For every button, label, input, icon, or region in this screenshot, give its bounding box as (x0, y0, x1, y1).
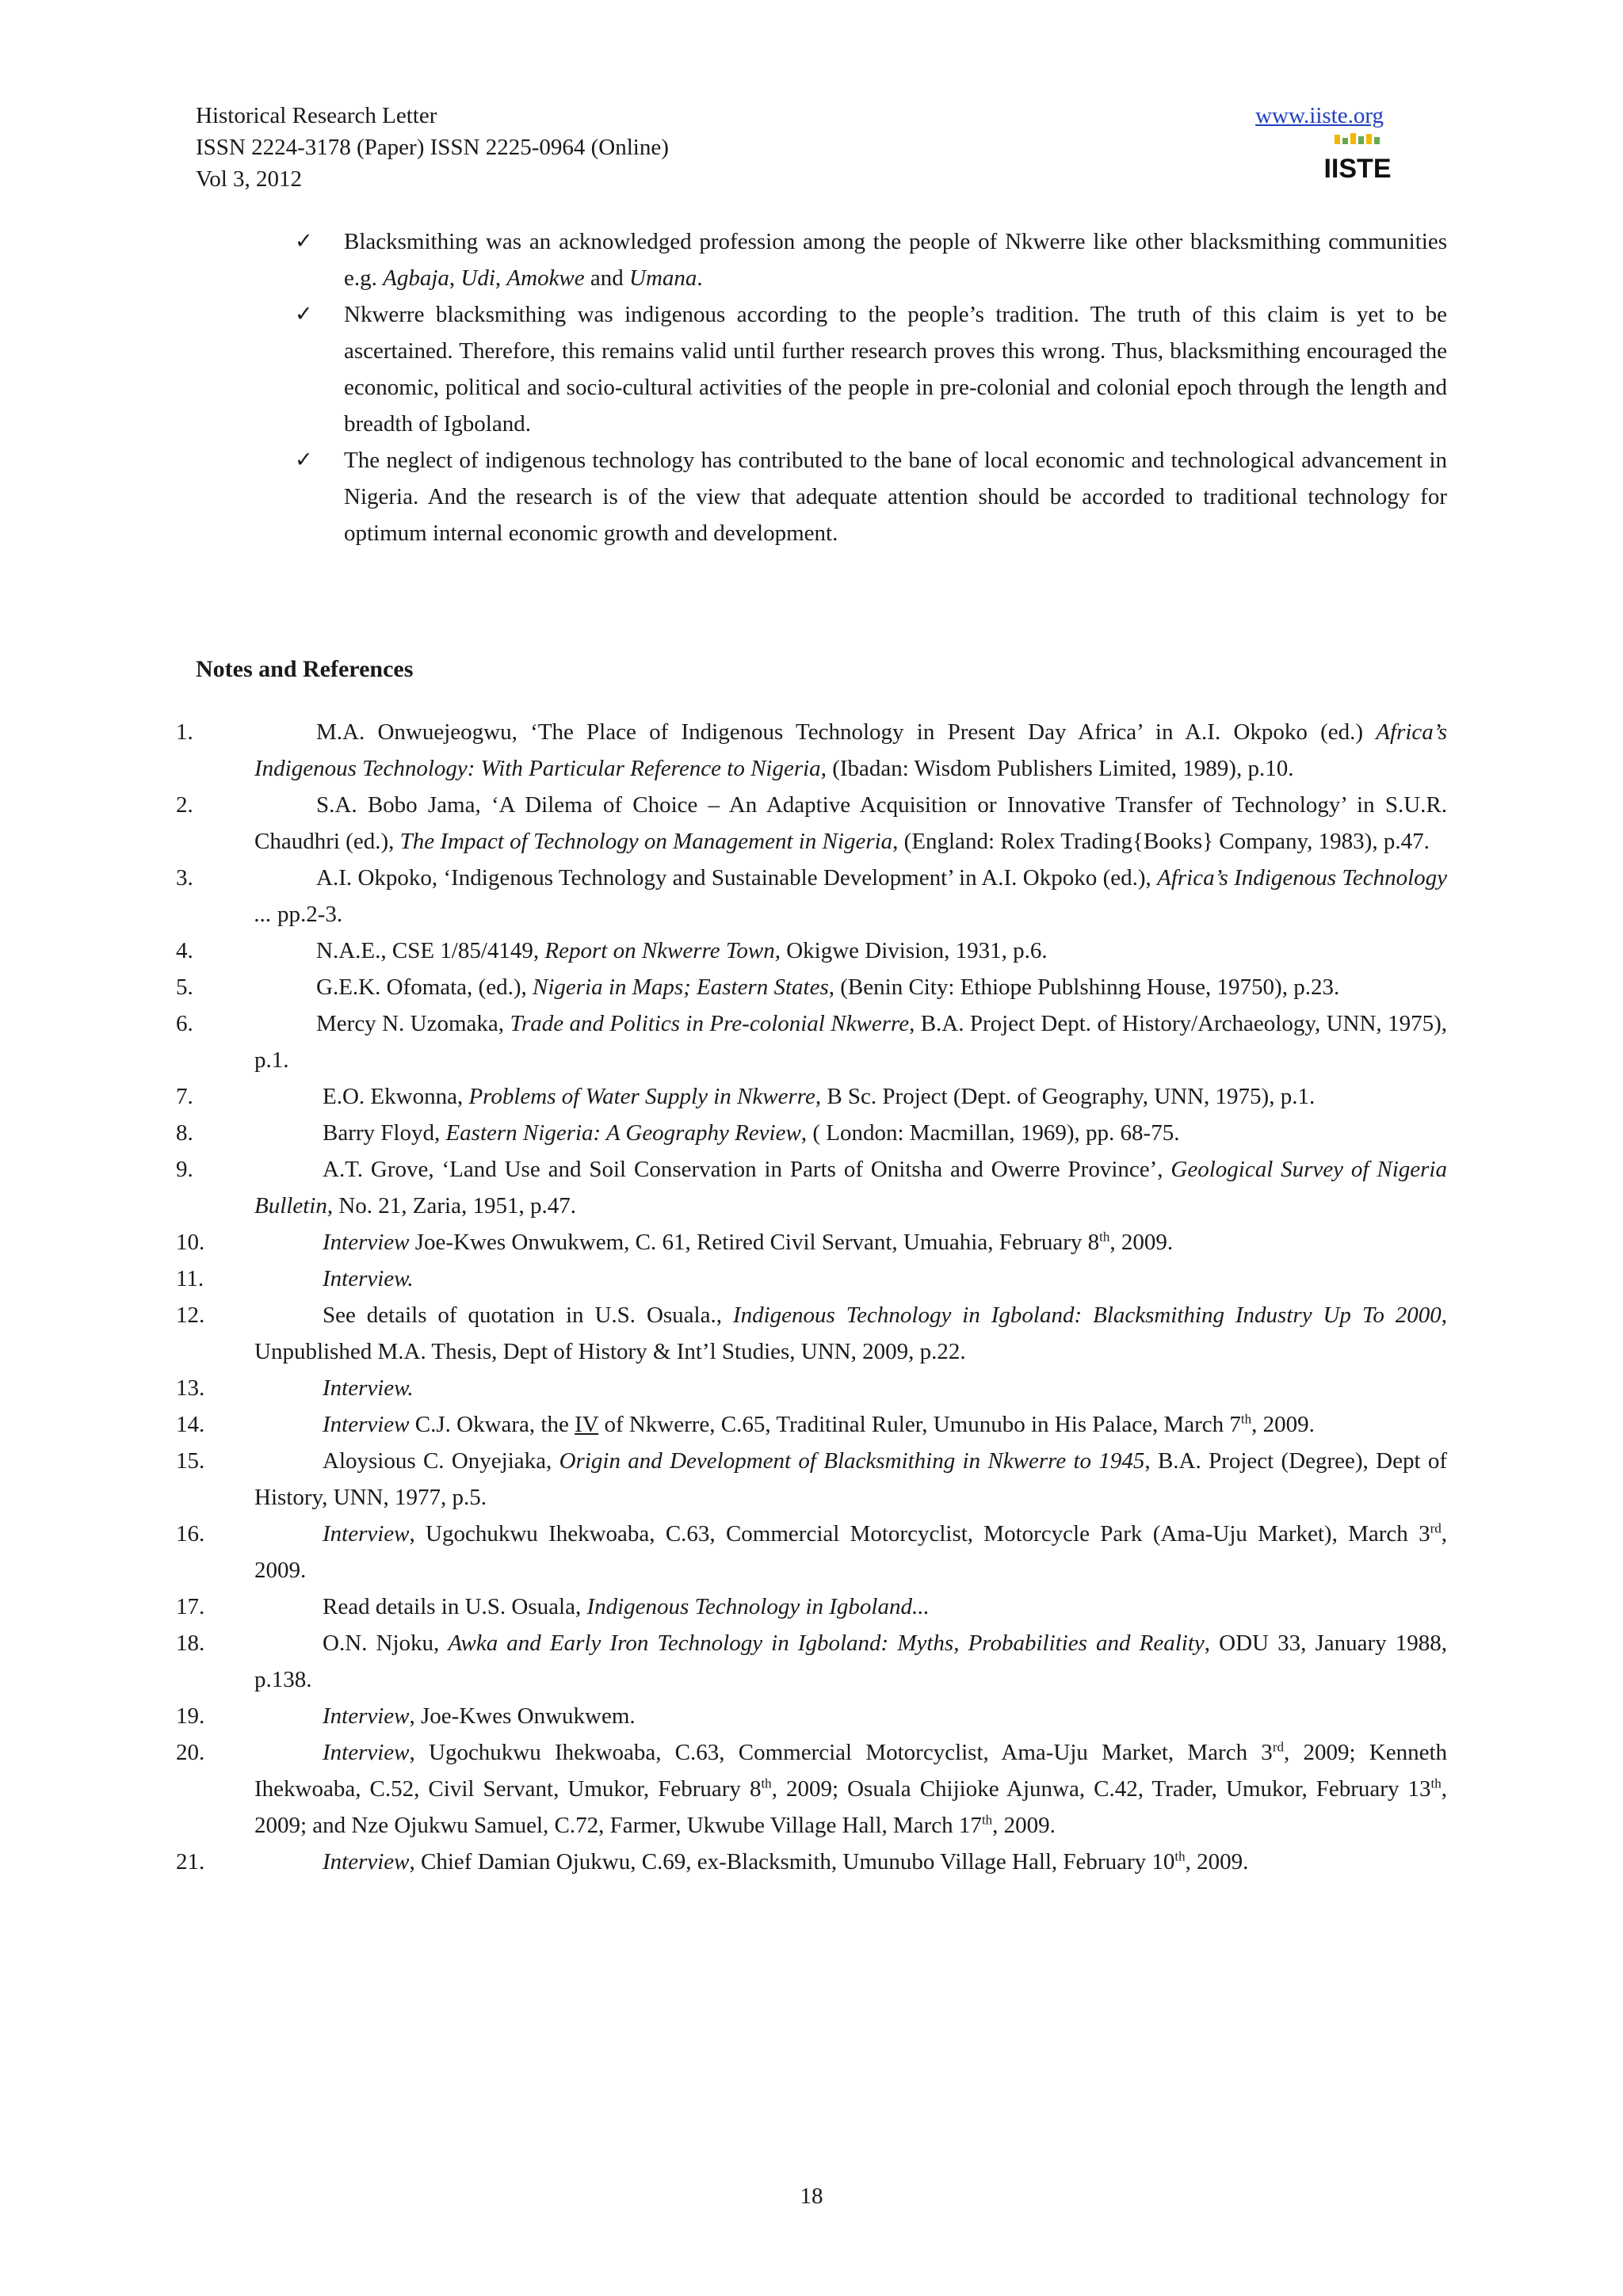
italic-text: Trade and Politics in Pre-colonial Nkwerre (510, 1011, 910, 1036)
reference-number: 9. (176, 1157, 193, 1182)
text-run: IV (575, 1412, 599, 1437)
italic-text: Indigenous Technology in Igboland: Blacksmithing Industry Up To 2000 (732, 1302, 1442, 1328)
text-run: , Ugochukwu Ihekwoaba, C.63, Commercial Motorcyclist, Motorcycle Park (Ama-Uju Market), March 3 (409, 1521, 1430, 1547)
text-run: Barry Floyd, (323, 1120, 446, 1146)
reference-item (176, 1589, 1447, 1625)
italic-text: Interview (323, 1230, 410, 1255)
italic-text: Problems of Water Supply in Nkwerre (468, 1084, 815, 1109)
reference-number: 12. (176, 1302, 205, 1328)
reference-item (176, 1115, 1447, 1151)
ordinal-suffix: th (1099, 1229, 1110, 1245)
text-run: Read details in U.S. Osuala, (323, 1594, 587, 1619)
text-run: of Nkwerre, C.65, Traditinal Ruler, Umunubo in His Palace, March 7 (598, 1412, 1241, 1437)
reference-item (176, 1224, 1447, 1261)
reference-number: 2. (176, 792, 193, 818)
reference-text (254, 1589, 1447, 1625)
reference-text (254, 1005, 1447, 1078)
text-run: C.J. Okwara, the (409, 1412, 575, 1437)
reference-text (254, 1224, 1447, 1261)
reference-text (254, 1516, 1447, 1589)
text-run: , Chief Damian Ojukwu, C.69, ex-Blacksmith, Umunubo Village Hall, February 10 (409, 1849, 1175, 1875)
reference-item (176, 787, 1447, 860)
reference-text (254, 1443, 1447, 1516)
reference-number: 19. (176, 1703, 205, 1729)
text-run: and (584, 265, 630, 291)
references-list (176, 714, 1447, 1880)
reference-number: 7. (176, 1084, 193, 1109)
reference-text (254, 1115, 1447, 1151)
checkmark-icon: ✓ (295, 302, 313, 326)
text-run: , (Ibadan: Wisdom Publishers Limited, 1989), p.10. (820, 756, 1294, 781)
text-run: , 2009. (254, 1521, 1447, 1583)
bullet-item (295, 223, 1447, 296)
reference-number: 11. (176, 1266, 204, 1291)
ordinal-suffix: th (1240, 1411, 1252, 1427)
reference-item (176, 1370, 1447, 1406)
reference-item (176, 1698, 1447, 1734)
text-run: , (Benin City: Ethiope Publshinng House, 19750), p.23. (828, 974, 1340, 1000)
text-run: , (495, 265, 507, 291)
reference-number: 17. (176, 1594, 205, 1619)
reference-number: 8. (176, 1120, 193, 1146)
bullet-item (295, 442, 1447, 551)
logo-text: IISTE (1323, 154, 1392, 184)
italic-text: Interview (323, 1703, 410, 1729)
text-run: E.O. Ekwonna, (323, 1084, 469, 1109)
conclusion-bullets (295, 223, 1447, 551)
ordinal-suffix: th (981, 1812, 993, 1828)
ordinal-suffix: rd (1430, 1520, 1442, 1536)
reference-number: 14. (176, 1412, 205, 1437)
text-run: pp.2-3. (271, 902, 343, 927)
reference-text (254, 1370, 1447, 1406)
reference-item (176, 969, 1447, 1005)
reference-text (254, 1406, 1447, 1443)
reference-number: 18. (176, 1630, 205, 1656)
ordinal-suffix: th (761, 1775, 772, 1791)
text-run: A.I. Okpoko, ‘Indigenous Technology and Sustainable Development’ in A.I. Okpoko (ed.), (316, 865, 1158, 891)
reference-number: 21. (176, 1849, 205, 1875)
reference-text (254, 1844, 1447, 1880)
italic-text: Eastern Nigeria: A Geography Review (445, 1120, 801, 1146)
text-run: Blacksmithing was an acknowledged profession among the people of Nkwerre like other blacksmithing communities e.g. (344, 229, 1447, 291)
text-run: . (697, 265, 703, 291)
ordinal-suffix: th (1430, 1775, 1442, 1791)
reference-text (254, 860, 1447, 933)
text-run: , 2009. (992, 1813, 1056, 1838)
text-run: N.A.E., CSE 1/85/4149, (316, 938, 545, 963)
iiste-logo (1323, 132, 1392, 184)
italic-text: Interview (323, 1849, 410, 1875)
text-run: , (England: Rolex Trading{Books} Company, 1983), p.47. (892, 829, 1430, 854)
reference-item (176, 1734, 1447, 1844)
reference-text (254, 1734, 1447, 1844)
text-run: M.A. Onwuejeogwu, ‘The Place of Indigenous Technology in Present Day Africa’ in A.I. Okpoko (ed.) (316, 719, 1377, 745)
text-run: , ( London: Macmillan, 1969), pp. 68-75. (800, 1120, 1180, 1146)
reference-item (176, 1261, 1447, 1297)
reference-item (176, 933, 1447, 969)
reference-text (254, 933, 1447, 969)
italic-text: Geological Survey of Nigeria Bulletin (254, 1157, 1447, 1219)
italic-text: Interview. (323, 1375, 414, 1401)
reference-text (254, 969, 1447, 1005)
journal-issn: ISSN 2224-3178 (Paper) ISSN 2225-0964 (Online) (196, 135, 669, 160)
italic-text: Interview (323, 1412, 410, 1437)
bullet-text (344, 302, 1447, 437)
reference-item (176, 1297, 1447, 1370)
italic-text: Agbaja (383, 265, 449, 291)
reference-item (176, 1406, 1447, 1443)
checkmark-icon: ✓ (295, 448, 313, 472)
ordinal-suffix: th (1174, 1848, 1186, 1864)
reference-number: 3. (176, 865, 193, 891)
text-run: , 2009; Kenneth Ihekwoaba, C.52, Civil Servant, Umukor, February 8 (254, 1740, 1447, 1802)
text-run: , Joe-Kwes Onwukwem. (409, 1703, 636, 1729)
text-run: , 2009. (1185, 1849, 1249, 1875)
reference-text (254, 1151, 1447, 1224)
journal-info (196, 100, 669, 195)
reference-text (254, 714, 1447, 787)
reference-number: 4. (176, 938, 193, 963)
italic-text: Interview. (323, 1266, 414, 1291)
italic-text: Indigenous Technology in Igboland... (586, 1594, 930, 1619)
reference-item (176, 1844, 1447, 1880)
text-run: , B.A. Project Dept. of History/Archaeology, UNN, 1975), p.1. (254, 1011, 1447, 1073)
reference-text (254, 1261, 1447, 1297)
text-run: , No. 21, Zaria, 1951, p.47. (327, 1193, 576, 1219)
text-run: , B.A. Project (Degree), Dept of History, UNN, 1977, p.5. (254, 1448, 1447, 1510)
italic-text: Africa’s Indigenous Technology: With Particular Reference to Nigeria (254, 719, 1447, 781)
reference-item (176, 1078, 1447, 1115)
text-run: Mercy N. Uzomaka, (316, 1011, 510, 1036)
reference-text (254, 1297, 1447, 1370)
text-run: , (449, 265, 461, 291)
italic-text: The Impact of Technology on Management in Nigeria (399, 829, 893, 854)
italic-text: Report on Nkwerre Town, (544, 938, 781, 963)
italic-text: Nigeria in Maps; Eastern States (533, 974, 829, 1000)
reference-number: 5. (176, 974, 193, 1000)
reference-item (176, 860, 1447, 933)
reference-number: 6. (176, 1011, 193, 1036)
text-run: O.N. Njoku, (323, 1630, 449, 1656)
ordinal-suffix: rd (1272, 1739, 1284, 1755)
text-run: , Unpublished M.A. Thesis, Dept of History & Int’l Studies, UNN, 2009, p.22. (254, 1302, 1447, 1364)
notes-references-heading: Notes and References (196, 656, 414, 682)
italic-text: Awka and Early Iron Technology in Igboland: Myths, Probabilities and Reality (448, 1630, 1205, 1656)
checkmark-icon: ✓ (295, 229, 313, 254)
reference-number: 20. (176, 1740, 205, 1765)
italic-text: Interview (323, 1740, 410, 1765)
reference-number: 16. (176, 1521, 205, 1547)
italic-text: Umana (629, 265, 697, 291)
text-run: , 2009. (1109, 1230, 1174, 1255)
reference-number: 13. (176, 1375, 205, 1401)
reference-item (176, 714, 1447, 787)
text-run: Okigwe Division, 1931, p.6. (780, 938, 1048, 963)
text-run: Aloysious C. Onyejiaka, (323, 1448, 559, 1474)
reference-text (254, 787, 1447, 860)
bullet-text (344, 229, 1447, 291)
website-link[interactable]: www.iiste.org (1255, 103, 1384, 128)
text-run: The neglect of indigenous technology has contributed to the bane of local economic and technological advancement in Nigeria. And the research is of the view that adequate attention should be accorded to traditional technology for optimum internal economic growth and development. (344, 448, 1447, 546)
text-run: G.E.K. Ofomata, (ed.), (316, 974, 533, 1000)
bullet-item (295, 296, 1447, 442)
page-number: 18 (800, 2183, 823, 2209)
text-run: , Ugochukwu Ihekwoaba, C.63, Commercial Motorcyclist, Ama-Uju Market, March 3 (409, 1740, 1273, 1765)
italic-text: Amokwe (506, 265, 585, 291)
text-run: Joe-Kwes Onwukwem, C. 61, Retired Civil Servant, Umuahia, February 8 (409, 1230, 1100, 1255)
reference-item (176, 1625, 1447, 1698)
journal-title: Historical Research Letter (196, 103, 437, 128)
text-run: , B Sc. Project (Dept. of Geography, UNN, 1975), p.1. (815, 1084, 1316, 1109)
journal-volume: Vol 3, 2012 (196, 166, 303, 192)
text-run: See details of quotation in U.S. Osuala., (323, 1302, 733, 1328)
reference-item (176, 1151, 1447, 1224)
reference-item (176, 1443, 1447, 1516)
reference-text (254, 1078, 1447, 1115)
reference-number: 15. (176, 1448, 205, 1474)
reference-number: 1. (176, 719, 193, 745)
reference-item (176, 1516, 1447, 1589)
italic-text: Interview (323, 1521, 410, 1547)
reference-text (254, 1698, 1447, 1734)
text-run: , 2009; Osuala Chijioke Ajunwa, C.42, Trader, Umukor, February 13 (771, 1776, 1431, 1802)
reference-item (176, 1005, 1447, 1078)
reference-number: 10. (176, 1230, 205, 1255)
reference-text (254, 1625, 1447, 1698)
text-run: , 2009. (1251, 1412, 1315, 1437)
text-run: , 2009; and Nze Ojukwu Samuel, C.72, Farmer, Ukwube Village Hall, March 17 (254, 1776, 1447, 1838)
text-run: Nkwerre blacksmithing was indigenous according to the people’s tradition. The truth of this claim is yet to be ascertained. Therefore, this remains valid until further research proves this wrong. Thus, blacksmithing encouraged the economic, political and socio-cultural activities of the people in pre-colonial and colonial epoch through the length and breadth of Igboland. (344, 302, 1447, 437)
text-run: , ODU 33, January 1988, p.138. (254, 1630, 1447, 1692)
italic-text: Africa’s Indigenous Technology ... (254, 865, 1448, 927)
italic-text: Udi (460, 265, 495, 291)
text-run: S.A. Bobo Jama, ‘A Dilema of Choice – An Adaptive Acquisition or Innovative Transfer of Technology’ in S.U.R. Chaudhri (ed.), (254, 792, 1447, 854)
italic-text: Origin and Development of Blacksmithing in Nkwerre to 1945 (559, 1448, 1145, 1474)
text-run: A.T. Grove, ‘Land Use and Soil Conservation in Parts of Onitsha and Owerre Province’, (323, 1157, 1171, 1182)
bullet-text (344, 448, 1447, 546)
